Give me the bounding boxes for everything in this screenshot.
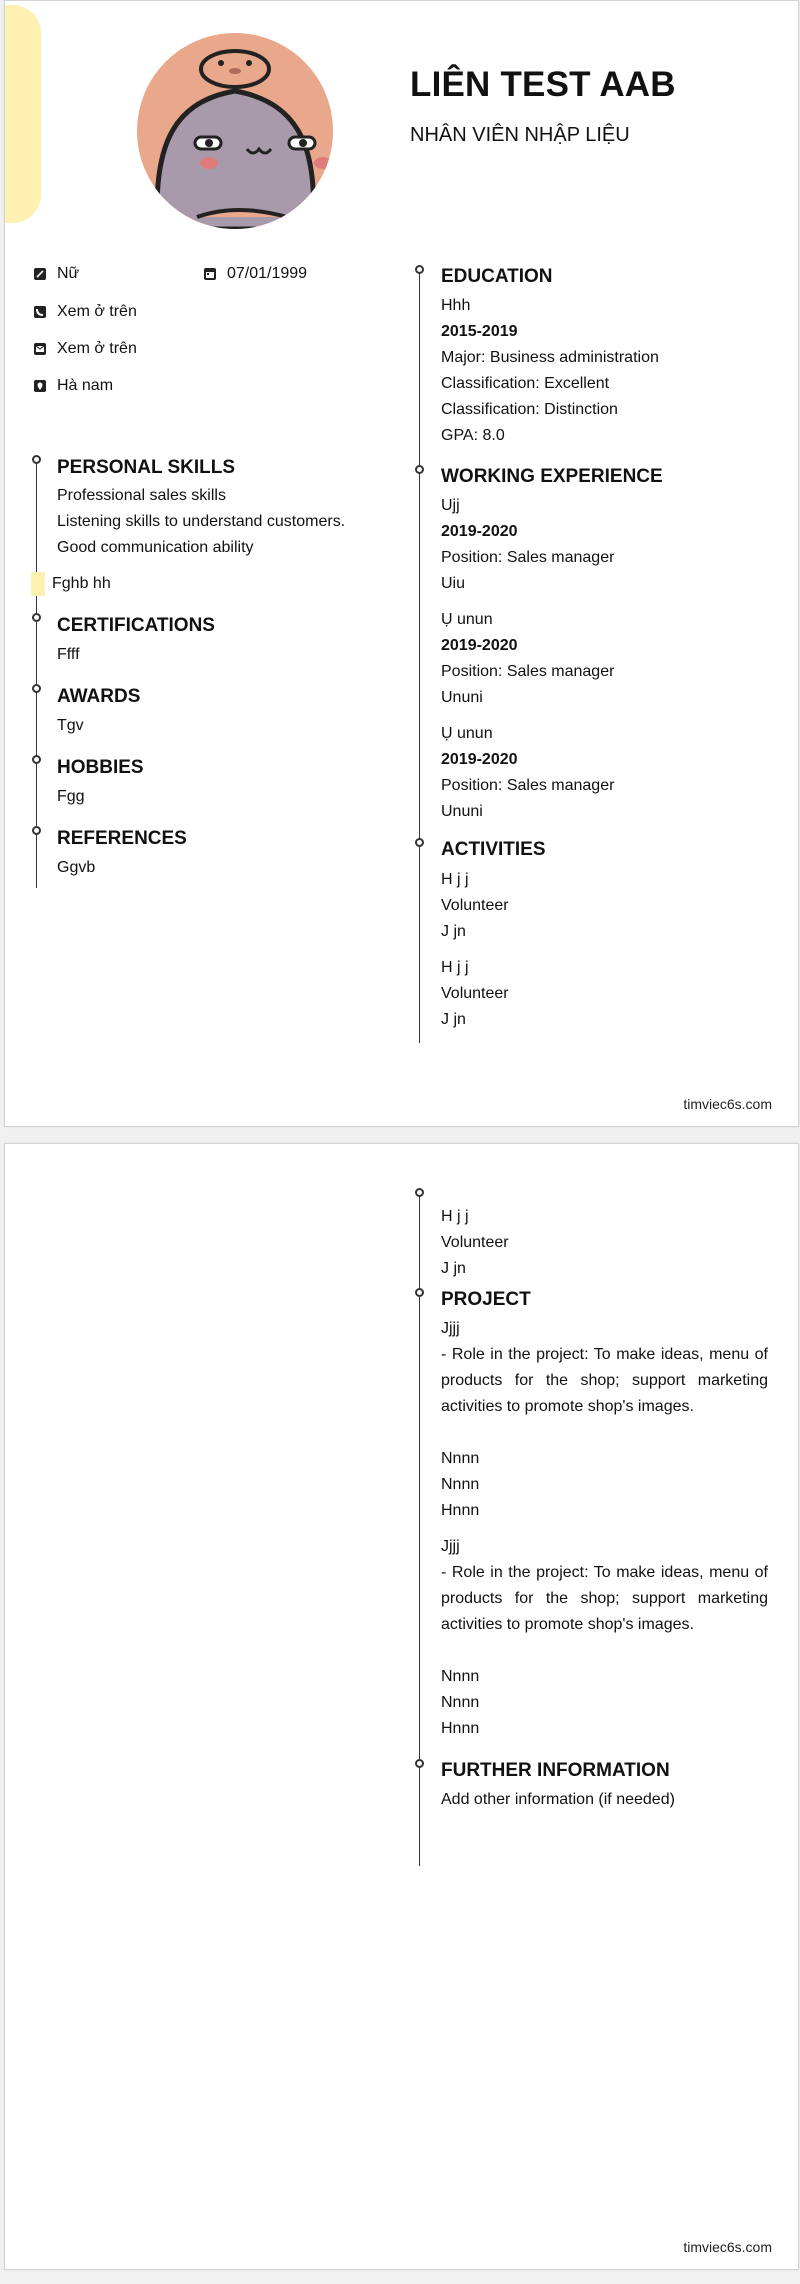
timeline-dot (415, 265, 424, 274)
project-name: Jjjj (441, 1320, 460, 1337)
certification-item: Ffff (57, 646, 80, 663)
further-information-text: Add other information (if needed) (441, 1791, 675, 1808)
left-timeline-line (36, 463, 37, 888)
personal-skills-heading: PERSONAL SKILLS (57, 457, 236, 478)
project-detail: Hnnn (441, 1502, 480, 1519)
cv-page-1 (4, 0, 799, 1127)
timeline-dot (32, 613, 41, 622)
activity-description: J jn (441, 923, 466, 940)
activity-role: Volunteer (441, 985, 509, 1002)
timeline-dot (415, 465, 424, 474)
project-role: - Role in the project: To make ideas, menu of products for the shop; support marketing activities to promote shop's images. (441, 1564, 768, 1633)
experience-description: Uiu (441, 575, 466, 592)
candidate-name: LIÊN TEST AAB (410, 65, 676, 104)
working-experience-heading: WORKING EXPERIENCE (441, 466, 663, 487)
phone-value: Xem ở trên (57, 303, 137, 320)
education-classification: Classification: Excellent (441, 375, 610, 392)
email-value: Xem ở trên (57, 340, 137, 357)
project-detail: Nnnn (441, 1694, 480, 1711)
timeline-dot (32, 755, 41, 764)
project-detail: Nnnn (441, 1668, 480, 1685)
education-years: 2015-2019 (441, 323, 518, 340)
activities-heading: ACTIVITIES (441, 839, 546, 860)
project-role: - Role in the project: To make ideas, menu of products for the shop; support marketing activities to promote shop's images. (441, 1346, 768, 1415)
experience-position: Position: Sales manager (441, 777, 615, 794)
timeline-dot (415, 1288, 424, 1297)
experience-position: Position: Sales manager (441, 663, 615, 680)
right-timeline-line (419, 273, 420, 1043)
avatar (137, 33, 333, 229)
experience-company: Ụ unun (441, 725, 493, 742)
hobby-item: Fgg (57, 788, 85, 805)
activity-org: H j j (441, 1208, 469, 1225)
certifications-heading: CERTIFICATIONS (57, 615, 215, 636)
timeline-dot (415, 1759, 424, 1768)
references-heading: REFERENCES (57, 828, 187, 849)
skill-item: Good communication ability (57, 539, 254, 556)
timeline-dot (32, 455, 41, 464)
timeline-dot (32, 684, 41, 693)
experience-years: 2019-2020 (441, 751, 518, 768)
calendar-icon (203, 267, 217, 281)
hobbies-heading: HOBBIES (57, 757, 144, 778)
location-icon (33, 379, 47, 393)
education-classification: Classification: Distinction (441, 401, 618, 418)
activity-role: Volunteer (441, 897, 509, 914)
avatar-illustration (137, 33, 333, 229)
email-icon (33, 342, 47, 356)
education-gpa: GPA: 8.0 (441, 427, 505, 444)
experience-years: 2019-2020 (441, 637, 518, 654)
activity-org: H j j (441, 959, 469, 976)
education-major: Major: Business administration (441, 349, 659, 366)
experience-description: Ununi (441, 689, 483, 706)
award-item: Tgv (57, 717, 84, 734)
timeline-dot (32, 826, 41, 835)
activity-role: Volunteer (441, 1234, 509, 1251)
address-value: Hà nam (57, 377, 114, 394)
project-detail: Nnnn (441, 1450, 480, 1467)
experience-company: Ụ unun (441, 611, 493, 628)
birthday-value: 07/01/1999 (227, 265, 308, 282)
experience-company: Ujj (441, 497, 460, 514)
page-footer: timviec6s.com (683, 2239, 772, 2255)
skill-item: Professional sales skills (57, 487, 226, 504)
awards-heading: AWARDS (57, 686, 141, 707)
skill-highlight-marker (31, 572, 45, 596)
experience-description: Ununi (441, 803, 483, 820)
address-row (33, 377, 113, 395)
timeline-dot (415, 1188, 424, 1197)
page-footer: timviec6s.com (683, 1096, 772, 1112)
experience-years: 2019-2020 (441, 523, 518, 540)
skill-item: Fghb hh (52, 575, 111, 592)
activity-org: H j j (441, 871, 469, 888)
gender-value: Nữ (57, 265, 80, 282)
phone-icon (33, 305, 47, 319)
email-row (33, 340, 137, 358)
phone-row (33, 303, 137, 321)
project-name: Jjjj (441, 1538, 460, 1555)
project-detail: Nnnn (441, 1476, 480, 1493)
experience-position: Position: Sales manager (441, 549, 615, 566)
gender-icon (33, 267, 47, 281)
activity-description: J jn (441, 1260, 466, 1277)
timeline-dot (415, 838, 424, 847)
skill-item: Listening skills to understand customers. (57, 513, 346, 530)
education-heading: EDUCATION (441, 266, 553, 287)
project-detail: Hnnn (441, 1720, 480, 1737)
reference-item: Ggvb (57, 859, 96, 876)
decorative-band (5, 5, 41, 223)
education-school: Hhh (441, 297, 471, 314)
gender-row (33, 265, 79, 283)
activity-description: J jn (441, 1011, 466, 1028)
further-information-heading: FURTHER INFORMATION (441, 1760, 670, 1781)
cv-page-2 (4, 1143, 799, 2270)
birthday-row (203, 265, 307, 283)
project-heading: PROJECT (441, 1289, 531, 1310)
candidate-job-title: NHÂN VIÊN NHẬP LIỆU (410, 124, 630, 146)
